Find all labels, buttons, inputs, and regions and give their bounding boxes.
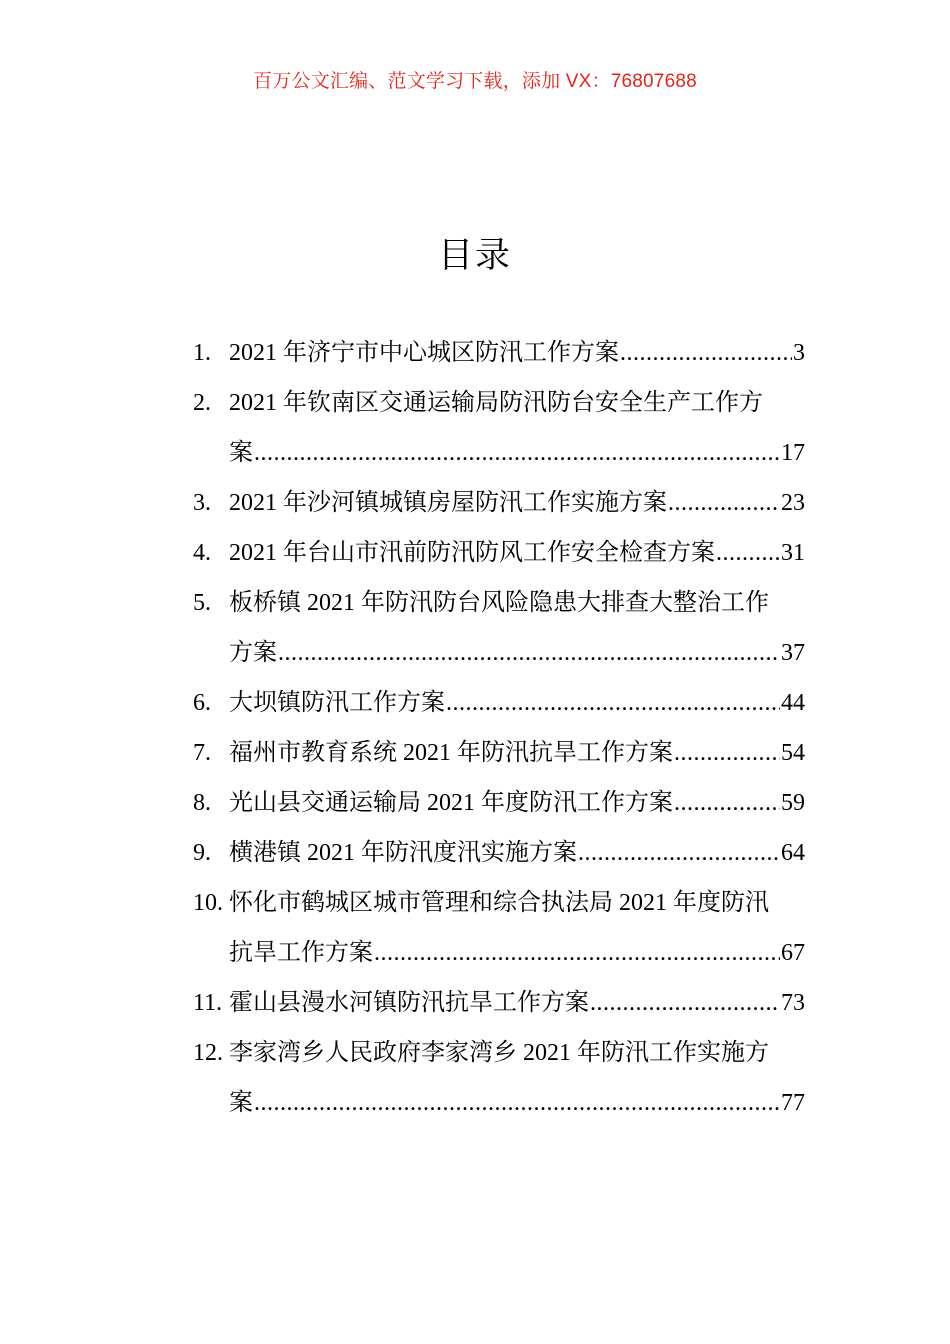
toc-entry[interactable] [193, 778, 805, 828]
toc-leader-dots [716, 528, 780, 578]
toc-entry-number: 7. [193, 740, 211, 766]
toc-entry-title: 光山县交通运输局 2021 年度防汛工作方案 [229, 790, 673, 816]
toc-entry-number: 5. [193, 590, 211, 616]
toc-entry-page: 31 [781, 540, 805, 566]
toc-entry-number: 6. [193, 690, 211, 716]
toc-entry-title: 方案 [229, 640, 277, 666]
toc-entry[interactable] [193, 528, 805, 578]
toc-entry-page: 54 [781, 740, 805, 766]
toc-entry-page: 64 [781, 840, 805, 866]
toc-entry-page: 17 [781, 440, 805, 466]
toc-entry-title: 2021 年钦南区交通运输局防汛防台安全生产工作方 [229, 390, 763, 416]
table-of-contents [193, 328, 805, 1128]
toc-entry-page: 67 [781, 940, 805, 966]
toc-leader-dots [278, 628, 780, 678]
toc-entry-page: 37 [781, 640, 805, 666]
toc-entry-title: 李家湾乡人民政府李家湾乡 2021 年防汛工作实施方 [229, 1040, 769, 1066]
toc-entry[interactable] [193, 878, 805, 978]
toc-entry[interactable] [193, 728, 805, 778]
toc-entry-number: 11. [193, 990, 223, 1016]
toc-entry[interactable] [193, 478, 805, 528]
toc-leader-dots [254, 1078, 780, 1128]
toc-leader-dots [674, 778, 780, 828]
toc-entry-number: 10. [193, 890, 223, 916]
toc-entry-title: 板桥镇 2021 年防汛防台风险隐患大排查大整治工作 [229, 590, 769, 616]
toc-entry-title: 案 [229, 440, 253, 466]
toc-entry[interactable] [193, 828, 805, 878]
toc-title: 目录 [437, 236, 512, 276]
toc-entry-title: 怀化市鹤城区城市管理和综合执法局 2021 年度防汛 [229, 890, 769, 916]
toc-entry-number: 12. [193, 1040, 223, 1066]
toc-entry[interactable] [193, 328, 805, 378]
toc-entry[interactable] [193, 378, 805, 478]
toc-entry-title: 2021 年济宁市中心城区防汛工作方案 [229, 340, 619, 366]
toc-leader-dots [578, 828, 780, 878]
toc-entry-page: 23 [781, 490, 805, 516]
header-note: 百万公文汇编、范文学习下载，添加 VX：76807688 [253, 71, 697, 92]
toc-entry-number: 9. [193, 840, 211, 866]
toc-leader-dots [674, 728, 780, 778]
toc-entry-title: 霍山县漫水河镇防汛抗旱工作方案 [229, 990, 589, 1016]
toc-entry-page: 3 [793, 340, 805, 366]
toc-leader-dots [590, 978, 780, 1028]
toc-entry-page: 44 [781, 690, 805, 716]
toc-entry-title: 案 [229, 1090, 253, 1116]
toc-entry[interactable] [193, 1028, 805, 1128]
toc-leader-dots [254, 428, 780, 478]
toc-leader-dots [446, 678, 780, 728]
toc-entry-title: 2021 年沙河镇城镇房屋防汛工作实施方案 [229, 490, 667, 516]
toc-entry[interactable] [193, 578, 805, 678]
toc-leader-dots [668, 478, 780, 528]
toc-leader-dots [374, 928, 780, 978]
toc-entry-title: 福州市教育系统 2021 年防汛抗旱工作方案 [229, 740, 673, 766]
toc-entry-number: 3. [193, 490, 211, 516]
toc-entry-page: 73 [781, 990, 805, 1016]
toc-entry-number: 1. [193, 340, 211, 366]
toc-entry[interactable] [193, 978, 805, 1028]
toc-entry-title: 抗旱工作方案 [229, 940, 373, 966]
toc-leader-dots [620, 328, 792, 378]
toc-entry[interactable] [193, 678, 805, 728]
toc-entry-title: 横港镇 2021 年防汛度汛实施方案 [229, 840, 577, 866]
toc-entry-number: 2. [193, 390, 211, 416]
toc-entry-title: 2021 年台山市汛前防汛防风工作安全检查方案 [229, 540, 715, 566]
toc-entry-number: 4. [193, 540, 211, 566]
toc-entry-number: 8. [193, 790, 211, 816]
toc-entry-title: 大坝镇防汛工作方案 [229, 690, 445, 716]
toc-entry-page: 59 [781, 790, 805, 816]
toc-entry-page: 77 [781, 1090, 805, 1116]
